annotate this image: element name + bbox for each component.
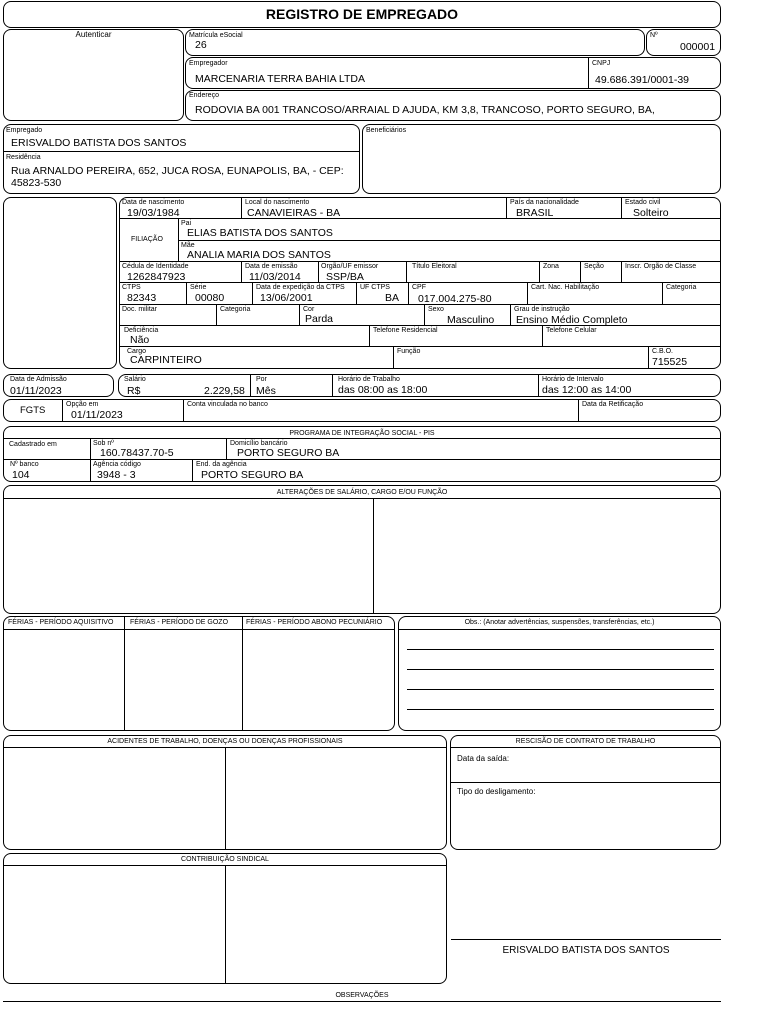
salario-div-3 bbox=[538, 374, 539, 397]
salario-currency: R$ bbox=[127, 385, 141, 397]
contribuicao-title: CONTRIBUIÇÃO SINDICAL bbox=[181, 856, 269, 863]
numero-value: 000001 bbox=[680, 41, 716, 53]
sexo-label: Sexo bbox=[428, 306, 444, 313]
pai-label: Pai bbox=[181, 220, 192, 227]
categoria-label: Categoria bbox=[666, 284, 697, 291]
sob-value: 160.78437.70-5 bbox=[100, 447, 174, 459]
mae-label: Mãe bbox=[181, 242, 195, 249]
photo-box bbox=[3, 197, 117, 369]
instrucao-label: Grau de instrução bbox=[514, 306, 570, 313]
personal-data-box bbox=[119, 197, 721, 369]
empregador-divider bbox=[588, 57, 589, 89]
ctps-div-5 bbox=[527, 282, 528, 304]
cpf-value: 017.004.275-80 bbox=[418, 293, 492, 305]
cedula-div-3 bbox=[406, 261, 407, 282]
cargo-value: CARPINTEIRO bbox=[130, 354, 202, 366]
row-line-pai bbox=[178, 240, 721, 241]
row-line-5 bbox=[119, 325, 721, 326]
secao-label: Seção bbox=[584, 263, 604, 270]
empregador-label: Empregador bbox=[189, 60, 228, 67]
tel-cel-label: Telefone Celular bbox=[546, 327, 597, 334]
ctps-div-1 bbox=[186, 282, 187, 304]
obs-title-line bbox=[398, 629, 721, 630]
cbo-label: C.B.O. bbox=[652, 348, 674, 355]
uf-ctps-label: UF CTPS bbox=[360, 284, 390, 291]
doc-militar-label: Doc. militar bbox=[122, 306, 158, 313]
residencia-line1: Rua ARNALDO PEREIRA, 652, JUCA ROSA, EUNAPOLIS, BA, - CEP: bbox=[11, 165, 344, 177]
serie-label: Série bbox=[190, 284, 207, 291]
cedula-label: Cédula de Identidade bbox=[122, 263, 189, 270]
rescisao-line-1 bbox=[450, 747, 721, 748]
ctps-div-6 bbox=[662, 282, 663, 304]
obs-writing-line-3 bbox=[407, 689, 714, 690]
salario-label: Salário bbox=[124, 376, 146, 383]
emissao-label: Data de emissão bbox=[245, 263, 298, 270]
pis-div-4 bbox=[192, 459, 193, 482]
salario-value: 2.229,58 bbox=[204, 385, 245, 397]
ferias-aquisitivo-label: FÉRIAS - PERÍODO AQUISITIVO bbox=[8, 619, 114, 626]
rescisao-title: RESCISÃO DE CONTRATO DE TRABALHO bbox=[515, 738, 656, 745]
empregador-value: MARCENARIA TERRA BAHIA LTDA bbox=[195, 73, 365, 85]
orgao-value: SSP/BA bbox=[326, 271, 364, 283]
acidentes-divider bbox=[225, 747, 226, 850]
cedula-div-4 bbox=[539, 261, 540, 282]
matricula-label: Matrícula eSocial bbox=[189, 32, 243, 39]
end-agencia-label: End. da agência bbox=[196, 461, 247, 468]
pis-line-1 bbox=[3, 438, 721, 439]
endereco-label: Endereço bbox=[189, 92, 219, 99]
end-agencia-value: PORTO SEGURO BA bbox=[201, 469, 304, 481]
ferias-abono-label: FÉRIAS - PERÍODO ABONO PECUNIÁRIO bbox=[246, 619, 383, 626]
zona-label: Zona bbox=[543, 263, 559, 270]
signature-name: ERISVALDO BATISTA DOS SANTOS bbox=[502, 945, 670, 956]
opcao-label: Opção em bbox=[66, 401, 99, 408]
cedula-div-1 bbox=[241, 261, 242, 282]
obs-label: Obs.: (Anotar advertências, suspensões, transferências, etc.) bbox=[464, 619, 655, 626]
opcao-value: 01/11/2023 bbox=[71, 409, 123, 421]
militar-div-1 bbox=[216, 304, 217, 325]
intervalo-label: Horário de Intervalo bbox=[542, 376, 604, 383]
deficiencia-label: Deficiência bbox=[124, 327, 159, 334]
cedula-div-6 bbox=[621, 261, 622, 282]
obs-writing-line-4 bbox=[407, 709, 714, 710]
beneficiarios-box bbox=[362, 124, 721, 194]
domicilio-label: Domicílio bancário bbox=[230, 440, 288, 447]
empregado-label: Empregado bbox=[6, 127, 43, 134]
mae-value: ANALIA MARIA DOS SANTOS bbox=[187, 249, 331, 261]
uf-ctps-value: BA bbox=[385, 292, 400, 304]
observacoes-line bbox=[3, 1001, 721, 1002]
agencia-label: Agência código bbox=[93, 461, 141, 468]
ctps-div-3 bbox=[356, 282, 357, 304]
alteracoes-box bbox=[3, 485, 721, 614]
alteracoes-title: ALTERAÇÕES DE SALÁRIO, CARGO E/OU FUNÇÃO bbox=[276, 489, 448, 496]
nascimento-value: 19/03/1984 bbox=[127, 207, 180, 219]
banco-label: Nº banco bbox=[10, 461, 39, 468]
cargo-div-2 bbox=[648, 346, 649, 369]
deficiencia-value: Não bbox=[130, 334, 150, 346]
nascimento-label: Data de nascimento bbox=[122, 199, 185, 206]
ctps-label: CTPS bbox=[122, 284, 141, 291]
ferias-div-2 bbox=[242, 616, 243, 731]
deficiencia-div-1 bbox=[369, 325, 370, 346]
ctps-div-4 bbox=[408, 282, 409, 304]
tipo-desligamento-label: Tipo do desligamento: bbox=[457, 787, 536, 796]
conta-label: Conta vinculada no banco bbox=[187, 401, 268, 408]
local-label: Local do nascimento bbox=[245, 199, 310, 206]
inscr-label: Inscr. Orgão de Classe bbox=[625, 263, 697, 270]
cpf-label: CPF bbox=[412, 284, 426, 291]
empregado-divider bbox=[3, 151, 360, 152]
pis-div-2 bbox=[226, 438, 227, 459]
retificacao-label: Data da Retificação bbox=[582, 401, 644, 408]
cnpj-value: 49.686.391/0001-39 bbox=[595, 74, 690, 86]
row1-div-2 bbox=[506, 197, 507, 218]
tel-res-label: Telefone Residencial bbox=[373, 327, 438, 334]
pais-label: País da nacionalidade bbox=[510, 199, 579, 206]
row-line-1 bbox=[119, 218, 721, 219]
obs-writing-line-1 bbox=[407, 649, 714, 650]
filiacao-label: FILIAÇÃO bbox=[131, 236, 163, 243]
residencia-label: Residência bbox=[6, 154, 41, 161]
ferias-box bbox=[3, 616, 395, 731]
horario-label: Horário de Trabalho bbox=[338, 376, 400, 383]
admissao-label: Data de Admissão bbox=[10, 376, 67, 383]
alteracoes-line bbox=[3, 498, 721, 499]
cedula-value: 1262847923 bbox=[127, 271, 186, 283]
page-title: REGISTRO DE EMPREGADO bbox=[265, 6, 459, 22]
cnpj-label: CNPJ bbox=[592, 60, 611, 67]
salario-div-1 bbox=[250, 374, 251, 397]
militar-div-3 bbox=[424, 304, 425, 325]
residencia-line2: 45823-530 bbox=[11, 177, 62, 189]
cedula-div-5 bbox=[580, 261, 581, 282]
categoria2-label: Categoria bbox=[220, 306, 251, 313]
instrucao-value: Ensino Médio Completo bbox=[516, 314, 628, 326]
data-saida-label: Data da saída: bbox=[457, 754, 510, 763]
acidentes-title: ACIDENTES DE TRABALHO, DOENÇAS OU DOENÇAS PROFISSIONAIS bbox=[107, 738, 343, 745]
ctps-value: 82343 bbox=[127, 292, 157, 304]
ctps-div-2 bbox=[252, 282, 253, 304]
agencia-value: 3948 - 3 bbox=[97, 469, 136, 481]
horario-value: das 08:00 as 18:00 bbox=[338, 384, 428, 396]
banco-value: 104 bbox=[12, 469, 30, 481]
row-line-2 bbox=[119, 261, 721, 262]
fgts-div-3 bbox=[578, 399, 579, 422]
domicilio-value: PORTO SEGURO BA bbox=[237, 447, 340, 459]
cadastrado-label: Cadastrado em bbox=[9, 441, 57, 448]
row-line-6 bbox=[119, 346, 721, 347]
contribuicao-divider bbox=[225, 865, 226, 984]
fgts-div-1 bbox=[62, 399, 63, 422]
cedula-div-2 bbox=[318, 261, 319, 282]
cargo-div-1 bbox=[393, 346, 394, 369]
autenticar-box bbox=[3, 29, 184, 121]
observacoes-title: OBSERVAÇÕES bbox=[335, 992, 389, 999]
pis-div-1 bbox=[90, 438, 91, 459]
exp-ctps-value: 13/06/2001 bbox=[260, 292, 313, 304]
cnh-label: Cart. Nac. Habilitação bbox=[531, 284, 600, 291]
fgts-label: FGTS bbox=[20, 405, 46, 416]
matricula-box bbox=[185, 29, 645, 56]
empregado-value: ERISVALDO BATISTA DOS SANTOS bbox=[11, 137, 187, 149]
admissao-value: 01/11/2023 bbox=[10, 385, 62, 397]
ferias-line bbox=[3, 629, 395, 630]
exp-ctps-label: Data de expedição da CTPS bbox=[256, 284, 345, 291]
obs-box bbox=[398, 616, 721, 731]
militar-div-4 bbox=[510, 304, 511, 325]
cbo-value: 715525 bbox=[652, 356, 688, 368]
filiacao-divider bbox=[178, 218, 179, 261]
funcao-label: Função bbox=[397, 348, 421, 355]
serie-value: 00080 bbox=[195, 292, 225, 304]
por-label: Por bbox=[256, 376, 267, 383]
salario-div-2 bbox=[332, 374, 333, 397]
militar-div-2 bbox=[299, 304, 300, 325]
numero-label: Nº bbox=[650, 32, 658, 39]
estado-civil-label: Estado civil bbox=[625, 199, 661, 206]
fgts-div-2 bbox=[183, 399, 184, 422]
autenticar-label: Autenticar bbox=[75, 30, 112, 39]
por-value: Mês bbox=[256, 385, 276, 397]
rescisao-line-2 bbox=[450, 782, 721, 783]
pis-title: PROGRAMA DE INTEGRAÇÃO SOCIAL - PIS bbox=[289, 430, 435, 437]
ferias-gozo-label: FÉRIAS - PERÍODO DE GOZO bbox=[130, 619, 229, 626]
estado-civil-value: Solteiro bbox=[633, 207, 669, 219]
local-value: CANAVIEIRAS - BA bbox=[247, 207, 341, 219]
pais-value: BRASIL bbox=[516, 207, 554, 219]
endereco-value: RODOVIA BA 001 TRANCOSO/ARRAIAL D AJUDA, KM 3,8, TRANCOSO, PORTO SEGURO, BA, bbox=[195, 104, 655, 116]
matricula-value: 26 bbox=[195, 39, 207, 51]
beneficiarios-label: Beneficiários bbox=[366, 127, 407, 134]
emissao-value: 11/03/2014 bbox=[249, 271, 301, 283]
row-line-3 bbox=[119, 282, 721, 283]
signature-line bbox=[451, 939, 721, 940]
row1-div-1 bbox=[241, 197, 242, 218]
pis-line-2 bbox=[3, 459, 721, 460]
obs-writing-line-2 bbox=[407, 669, 714, 670]
sexo-value: Masculino bbox=[447, 314, 495, 326]
intervalo-value: das 12:00 as 14:00 bbox=[542, 384, 632, 396]
row1-div-3 bbox=[621, 197, 622, 218]
cor-value: Parda bbox=[305, 313, 334, 325]
titulo-label: Título Eleitoral bbox=[412, 263, 457, 270]
pai-value: ELIAS BATISTA DOS SANTOS bbox=[187, 227, 333, 239]
deficiencia-div-2 bbox=[542, 325, 543, 346]
cargo-label: Cargo bbox=[127, 348, 147, 355]
cor-label: Cor bbox=[303, 306, 315, 313]
alteracoes-divider bbox=[373, 498, 374, 614]
orgao-label: Orgão/UF emissor bbox=[321, 263, 379, 270]
pis-div-3 bbox=[90, 459, 91, 482]
ferias-div-1 bbox=[124, 616, 125, 731]
sob-label: Sob nº bbox=[93, 440, 114, 447]
